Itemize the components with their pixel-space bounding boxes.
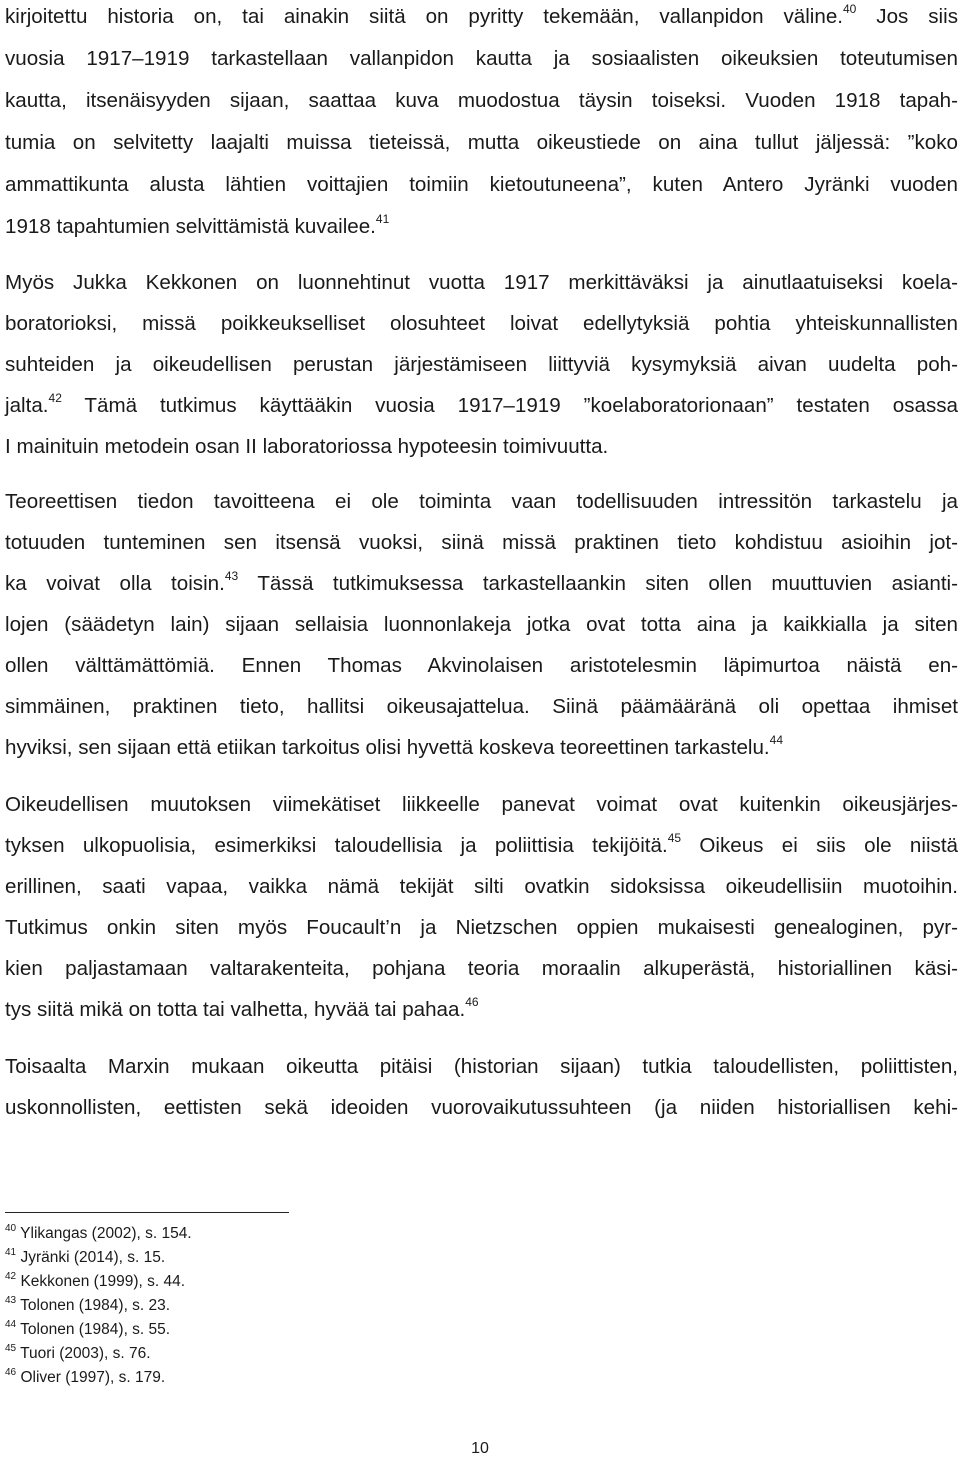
body-line: ka voivat olla toisin.$^{43}$ Tässä tutkimuksessa tarkastellaankin siten ollen muuttuvien asianti- <box>5 569 958 595</box>
footnote: $^{41}$ Jyränki (2014), s. 15. <box>5 1246 166 1266</box>
body-line: suhteiden ja oikeudellisen perustan järjestämiseen liittyviä kysymyksiä aivan uudelta poh- <box>5 353 958 376</box>
body-line: simmäinen, praktinen tieto, hallitsi oikeusajattelua. Siinä päämääränä oli opettaa ihmiset <box>5 695 958 718</box>
footnote: $^{46}$ Oliver (1997), s. 179. <box>5 1366 166 1386</box>
body-line: lojen (säädetyn lain) sijaan sellaisia luonnonlakeja jotka ovat totta aina ja kaikkialla ja siten <box>5 613 958 636</box>
footnote-separator <box>5 1212 289 1213</box>
footnote-ref[interactable]: 42 <box>48 391 62 406</box>
footnote-ref[interactable]: 43 <box>224 569 239 584</box>
footnote: $^{44}$ Tolonen (1984), s. 55. <box>5 1318 171 1338</box>
page-number: 10 <box>471 1440 489 1457</box>
body-line: uskonnollisten, eettisten sekä ideoiden vuorovaikutussuhteen (ja niiden historiallisen kehi- <box>5 1096 958 1119</box>
footnote: $^{42}$ Kekkonen (1999), s. 44. <box>5 1270 186 1290</box>
footnote-ref[interactable]: 40 <box>843 2 857 17</box>
body-line: totuuden tunteminen sen itsensä vuoksi, siinä missä praktinen tieto kohdistuu asioihin jot- <box>5 531 958 554</box>
footnote-ref[interactable]: 46 <box>465 995 479 1010</box>
footnote: $^{40}$ Ylikangas (2002), s. 154. <box>5 1222 192 1242</box>
footnote-ref[interactable]: 41 <box>375 212 390 227</box>
body-line: kautta, itsenäisyyden sijaan, saattaa kuva muodostua täysin toiseksi. Vuoden 1918 tapah- <box>5 89 958 112</box>
body-line: Teoreettisen tiedon tavoitteena ei ole toiminta vaan todellisuuden intressitön tarkastelu ja <box>5 490 958 513</box>
body-line: 1918 tapahtumien selvittämistä kuvailee.$^{41}$ <box>5 212 390 238</box>
body-line: ollen välttämättömiä. Ennen Thomas Akvinolaisen aristotelesmin läpimurtoa näistä en- <box>5 654 958 677</box>
body-line: tyksen ulkopuolisia, esimerkiksi taloudellisia ja poliittisia tekijöitä.$^{45}$ Oikeus ei siis ole niistä <box>5 831 958 857</box>
body-line: Myös Jukka Kekkonen on luonnehtinut vuotta 1917 merkittäväksi ja ainutlaatuiseksi koela- <box>5 271 958 294</box>
body-line: Toisaalta Marxin mukaan oikeutta pitäisi (historian sijaan) tutkia taloudellisten, poliittisten, <box>5 1055 958 1078</box>
body-line: vuosia 1917–1919 tarkastellaan vallanpidon kautta ja sosiaalisten oikeuksien toteutumisen <box>5 47 958 70</box>
body-line: boratorioksi, missä poikkeukselliset olosuhteet loivat edellytyksiä pohtia yhteiskunnallisten <box>5 312 958 335</box>
body-line: ammattikunta alusta lähtien voittajien toimiin kietoutuneena”, kuten Antero Jyränki vuoden <box>5 173 958 196</box>
body-line: jalta.$^{42}$ Tämä tutkimus käyttääkin vuosia 1917–1919 ”koelaboratorionaan” testaten osassa <box>5 391 958 417</box>
body-line: hyviksi, sen sijaan että etiikan tarkoitus olisi hyvettä koskeva teoreettinen tarkastelu.$^{44}$ <box>5 733 784 759</box>
body-line: kirjoitettu historia on, tai ainakin siitä on pyritty tekemään, vallanpidon väline.$^{40}$ Jos siis <box>5 2 958 28</box>
body-line: Tutkimus onkin siten myös Foucault’n ja Nietzschen oppien mukaisesti genealoginen, pyr- <box>5 916 958 939</box>
footnote: $^{43}$ Tolonen (1984), s. 23. <box>5 1294 171 1314</box>
body-line: I mainituin metodein osan II laboratoriossa hypoteesin toimivuutta. <box>5 435 609 458</box>
footnote-ref[interactable]: 45 <box>667 831 682 846</box>
body-line: erillinen, saati vapaa, vaikka nämä tekijät silti ovatkin sidoksissa oikeudellisiin muotoihin. <box>5 875 958 898</box>
footnote: $^{45}$ Tuori (2003), s. 76. <box>5 1342 151 1362</box>
body-line: kien paljastamaan valtarakenteita, pohjana teoria moraalin alkuperästä, historiallinen käsi- <box>5 957 958 980</box>
footnote-ref[interactable]: 44 <box>769 733 784 748</box>
body-line: tys siitä mikä on totta tai valhetta, hyvää tai pahaa.$^{46}$ <box>5 995 479 1021</box>
body-line: tumia on selvitetty laajalti muissa tieteissä, mutta oikeustiede on aina tullut jäljessä: ”koko <box>5 131 958 154</box>
body-line: Oikeudellisen muutoksen viimekätiset liikkeelle panevat voimat ovat kuitenkin oikeusjärjes- <box>5 793 958 816</box>
